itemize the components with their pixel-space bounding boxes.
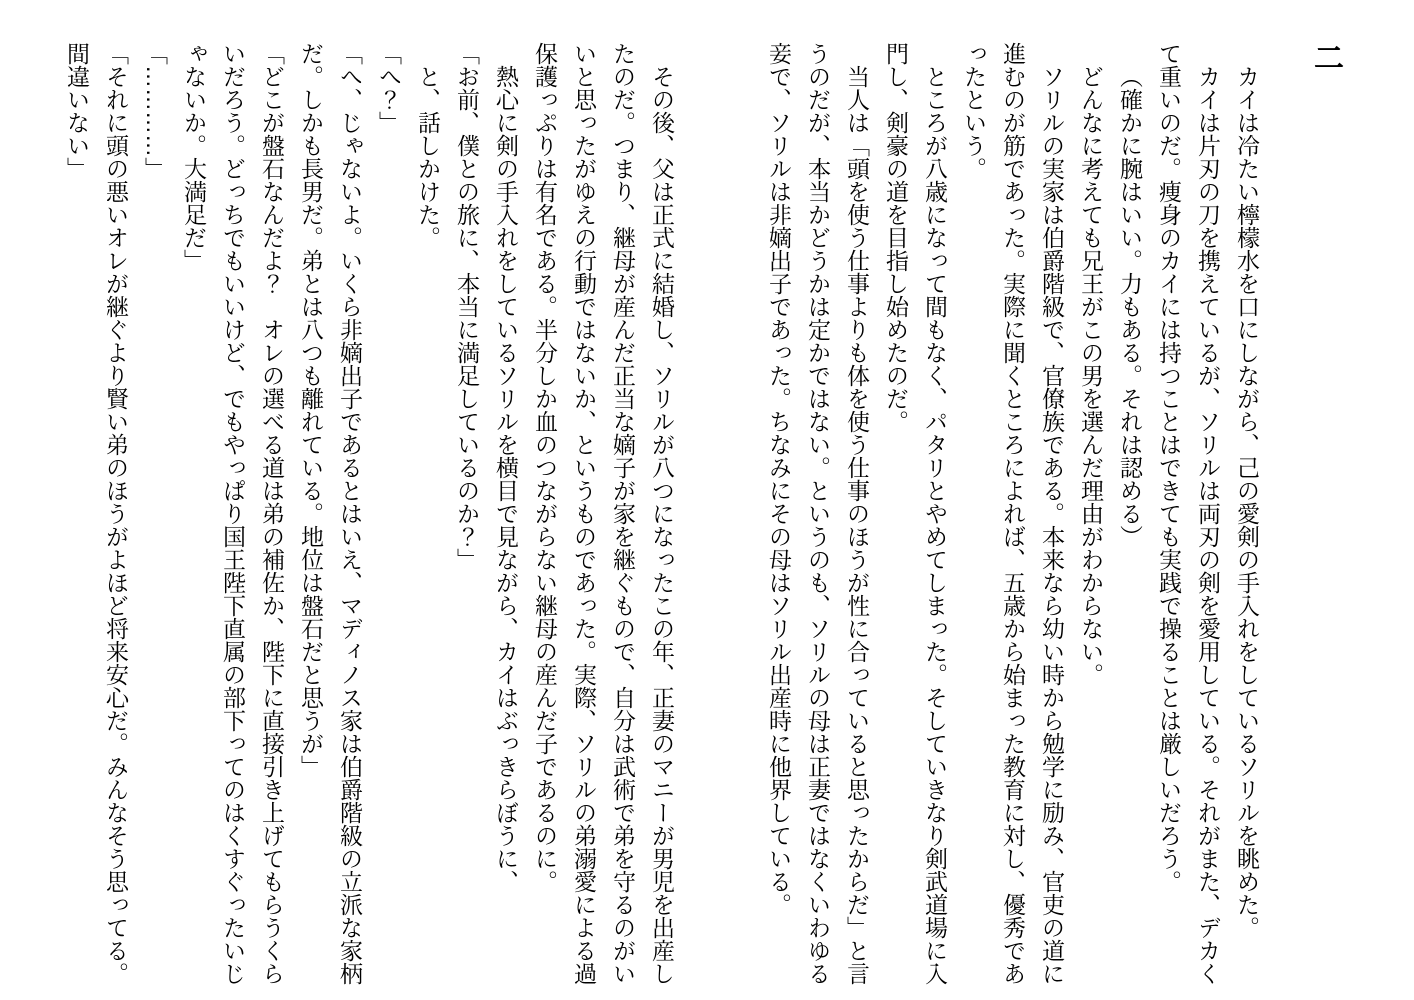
chapter-heading: 二 [1309, 42, 1342, 72]
paragraph: ところが八歳になって間もなく、パタリとやめてしまった。そしていきなり剣武道場に入門し、剣豪の道を目指し始めたのだ。 [883, 42, 948, 985]
paragraph: 「へ？」 [376, 42, 402, 134]
paragraph: 「へ、じゃないよ。いくら非嫡出子であるとはいえ、マディノス家は伯爵階級の立派な家柄だ。しかも長男だ。弟とは八つも離れている。地位は盤石だと思うが」 [298, 42, 363, 985]
paragraph: カイは片刃の刀を携えているが、ソリルは両刃の剣を愛用している。それがまた、デカくて重いのだ。痩身のカイには持つことはできても実践で操ることは厳しいだろう。 [1156, 42, 1221, 985]
novel-body [57, 42, 1266, 985]
paragraph-break [681, 42, 759, 985]
paragraph: 「どこが盤石なんだよ？ オレの選べる道は弟の補佐か、陛下に直接引き上げてもらうくらいだろう。どっちでもいいけど、でもやっぱり国王陛下直属の部下ってのはくすぐったいじゃないか。大満足だ」 [181, 42, 285, 985]
paragraph: 当人は「頭を使う仕事よりも体を使う仕事のほうが性に合っていると思ったからだ」と言うのだが、本当かどうかは定かではない。というのも、ソリルの母は正妻ではなくいわゆる妾で、ソリルは非嫡出子であった。ちなみにその母はソリル出産時に他界している。 [766, 42, 870, 985]
paragraph: 「…………」 [142, 42, 168, 180]
paragraph: と、話しかけた。 [415, 65, 441, 249]
paragraph: 「お前、僕との旅に、本当に満足しているのか？」 [454, 42, 480, 571]
paragraph: その後、父は正式に結婚し、ソリルが八つになったこの年、正妻のマニーが男児を出産したのだ。つまり、継母が産んだ正当な嫡子が家を継ぐもので、自分は武術で弟を守るのがいいと思ったがゆえの行動ではないか、というものであった。実際、ソリルの弟溺愛による過保護っぷりは有名である。半分しか血のつながらない継母の産んだ子であるのに。 [532, 42, 675, 985]
paragraph: カイは冷たい檸檬水を口にしながら、己の愛剣の手入れをしているソリルを眺めた。 [1234, 65, 1260, 939]
paragraph: ソリルの実家は伯爵階級で、官僚族である。本来なら幼い時から勉学に励み、官吏の道に進むのが筋であった。実際に聞くところによれば、五歳から始まった教育に対し、優秀であったという。 [961, 42, 1065, 985]
paragraph: （確かに腕はいい。力もある。それは認める） [1117, 65, 1143, 548]
paragraph: 「それに頭の悪いオレが継ぐより賢い弟のほうがよほど将来安心だ。みんなそう思ってる。間違いない」 [64, 42, 129, 985]
paragraph: 熱心に剣の手入れをしているソリルを横目で見ながら、カイはぶっきらぼうに、 [493, 65, 519, 893]
paragraph: どんなに考えても兄王がこの男を選んだ理由がわからない。 [1078, 65, 1104, 686]
